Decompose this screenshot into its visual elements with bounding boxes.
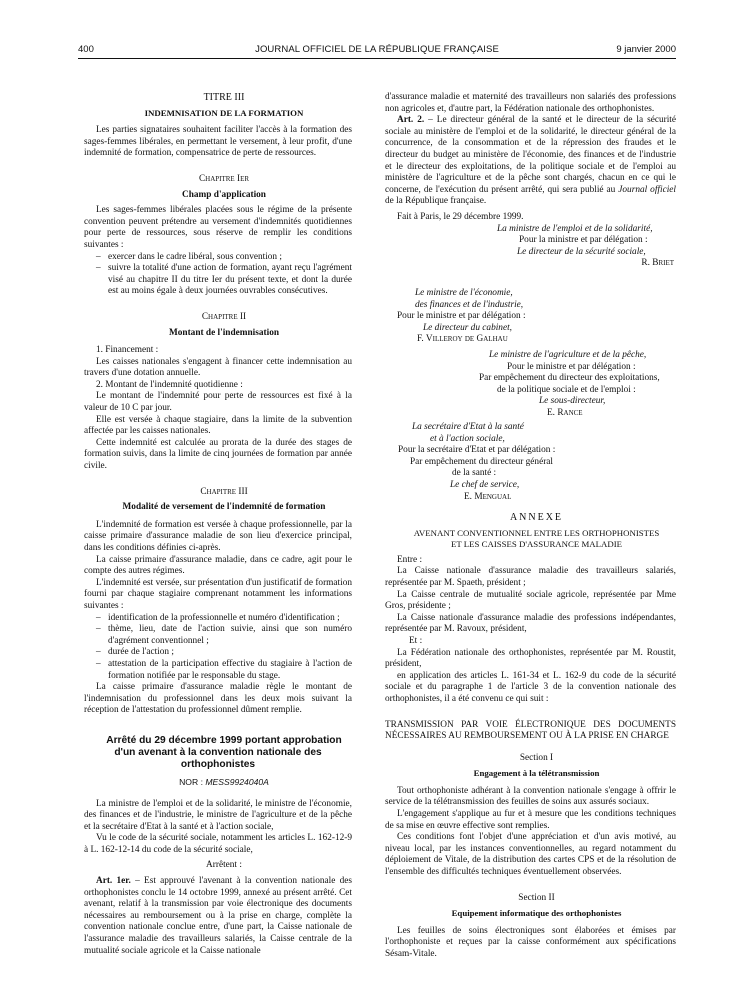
list-item: – durée de l'action ; — [96, 647, 352, 659]
annexe-section — [385, 512, 676, 961]
article-1: Art. 1er. – Est approuvé l'avenant à la convention nationale des orthophonistes conclu le 14 octobre 1999, annexé au présent arrêté. Cet avenant, relatif à la transmission par voie électronique des documents nécessaires au remboursement ou à la prise en charge, complète la convention nationale conclue entre, d'une part, la Caisse nationale de l'assurance maladie des travailleurs salariés, la Caisse centrale de la mutualité sociale agricole et la Caisse nationale — [84, 876, 352, 956]
nor-reference: NOR : MESS9924040A — [179, 776, 269, 787]
paragraph: La Caisse centrale de mutualité sociale agricole, représentée par Mme Gros, présidente ; — [385, 589, 676, 612]
paragraph: La Caisse nationale d'assurance maladie des travailleurs salariés, représentée par M. Spaeth, président ; — [385, 566, 676, 588]
right-column — [385, 92, 676, 270]
avenant-title: AVENANT CONVENTIONNEL ENTRE LES ORTHOPHONISTES — [413, 527, 660, 538]
titre-heading: TITRE III — [203, 92, 245, 103]
left-column — [84, 92, 352, 957]
header-rule — [78, 58, 676, 59]
paragraph: Les sages-femmes libérales placées sous le régime de la présente convention peuvent prétendre au versement d'indemnités quotidiennes pour perte de ressources, sous réserve de remplir les conditions suivantes : — [84, 205, 352, 250]
signature-block-3: Le ministre de l'agriculture et de la pêche, Pour le ministre et par délégation : Par empêchement du directeur des exploitations, de la politique sociale et de l'emploi : Le sous-directeur, E. Rance — [479, 350, 660, 418]
paragraph: Elle est versée à chaque stagiaire, dans la limite de la subvention affectée par les caisses nationales. — [84, 414, 352, 437]
chapter-2-title: Montant de l'indemnisation — [168, 327, 280, 338]
arretent-label: Arrêtent : — [206, 860, 242, 871]
paragraph: Les caisses nationales s'engagent à financer cette indemnisation au travers d'une dotation annuelle. — [84, 356, 352, 379]
paragraph: Vu le code de la sécurité sociale, notamment les articles L. 162-12-9 à L. 162-12-14 du code de la sécurité sociale, — [84, 833, 352, 855]
paragraph: La caisse primaire d'assurance maladie, dans ce cadre, agit pour le compte des autres régimes. — [84, 554, 352, 577]
paragraph: L'indemnité de formation est versée à chaque professionnelle, par la caisse primaire d'assurance maladie de son lieu d'exercice principal, dans les conditions définies ci-après. — [84, 519, 352, 553]
list-item: – identification de la professionnelle et numéro d'identification ; — [96, 613, 352, 625]
list-item: – attestation de la participation effective du stagiaire à l'action de formation notifiée par le responsable du stage. — [96, 659, 352, 682]
paragraph: La Fédération nationale des orthophonistes, représentée par M. Roustit, président, — [385, 647, 676, 670]
arrete-title: Arrêté du 29 décembre 1999 portant approbation d'un avenant à la convention nationale des orthophonistes — [106, 734, 342, 770]
titre-subheading: INDEMNISATION DE LA FORMATION — [144, 107, 304, 118]
avenant-title: ET LES CAISSES D'ASSURANCE MALADIE — [450, 539, 623, 550]
conditions-list — [84, 252, 352, 298]
paragraph: La ministre de l'emploi et de la solidarité, le ministre de l'économie, des finances et de l'industrie, le ministre de l'agriculture et de la pêche et la secrétaire d'Etat à la santé et à l'action sociale, — [84, 798, 352, 832]
chapter-1-heading: Chapitre Ier — [198, 173, 250, 184]
signature-block-4: La secrétaire d'Etat à la santé et à l'action sociale, Pour la secrétaire d'Etat et par délégation : Par empêchement du directeur général de la santé : Le chef de service, E. Mengual — [398, 422, 556, 502]
page-number: 400 — [78, 44, 94, 55]
list-item: – exercer dans le cadre libéral, sous convention ; — [96, 252, 352, 264]
paragraph: d'assurance maladie et maternité des travailleurs non salariés des professions non agricoles et, d'autre part, la Fédération nationale des orthophonistes. — [385, 92, 676, 114]
chapter-1-title: Champ d'application — [182, 189, 266, 200]
paragraph: Les feuilles de soins électroniques sont élaborées et émises par l'orthophoniste et reçues par la caisse conformément aux spécifications Sésam-Vitale. — [385, 925, 676, 959]
paragraph: 2. Montant de l'indemnité quotidienne : — [96, 379, 243, 390]
chapter-3-title: Modalité de versement de l'indemnité de formation — [122, 502, 326, 513]
paragraph: Le montant de l'indemnité pour perte de ressources est fixé à la valeur de 10 C par jour. — [84, 391, 352, 414]
paragraph: Ces conditions font l'objet d'une appréciation et d'un avis motivé, au niveau local, par les instances conventionnelles, au regard notamment du déploiement de Vitale, de la distribution des cartes CPS et de la résolution de l'ensemble des difficultés techniques éventuellement observées. — [385, 832, 676, 878]
paragraph: La caisse primaire d'assurance maladie règle le montant de l'indemnisation du professionnel dans les deux mois suivant la réception de l'attestation du professionnel dûment remplie. — [84, 682, 352, 716]
page-header — [78, 40, 676, 60]
paragraph: L'engagement s'applique au fur et à mesure que les conditions techniques de sa mise en œuvre effective sont remplies. — [385, 809, 676, 831]
paragraph: en application des articles L. 161-34 et L. 162-9 du code de la sécurité sociale et du paragraphe 1 de l'article 3 de la convention nationale des orthophonistes, il a été convenu ce qui suit : — [385, 670, 676, 704]
paragraph: Cette indemnité est calculée au prorata de la durée des stages de formation suivis, dans la limite de cinq journées de formation par année civile. — [84, 437, 352, 472]
transmission-heading: TRANSMISSION PAR VOIE ÉLECTRONIQUE DES DOCUMENTS NÉCESSAIRES AU REMBOURSEMENT OU À LA PRISE EN CHARGE — [385, 719, 676, 742]
signature-date: Fait à Paris, le 29 décembre 1999. — [397, 211, 524, 222]
list-item: – suivre la totalité d'une action de formation, ayant reçu l'agrément visé au chapitre II du titre Ier du présent texte, et dont la durée est au moins égale à deux journées ouvrables consécutives. — [96, 263, 352, 298]
chapter-3-heading: Chapitre III — [200, 486, 248, 497]
section-2-title: Equipement informatique des orthophonistes — [451, 908, 622, 919]
section-1-heading: Section I — [519, 752, 554, 763]
section-1-title: Engagement à la télétransmission — [473, 768, 600, 779]
intro-paragraph: Les parties signataires souhaitent faciliter l'accès à la formation des sages-femmes libérales, en permettant le versement, à leur profit, d'une indemnité de formation, compensatrice de perte de ressources. — [84, 125, 352, 159]
journal-title: JOURNAL OFFICIEL DE LA RÉPUBLIQUE FRANÇAISE — [255, 44, 499, 55]
signature-block-2: Le ministre de l'économie, des finances et de l'industrie, Pour le ministre et par délégation : Le directeur du cabinet, F. Villeroy de Galhau — [397, 288, 526, 345]
information-list — [84, 613, 352, 683]
paragraph: L'indemnité est versée, sur présentation d'un justificatif de formation fourni par chaque stagiaire comprenant notamment les informations suivantes : — [84, 577, 352, 611]
annexe-heading: ANNEXE — [509, 512, 564, 523]
article-2: Art. 2. – Le directeur général de la santé et le directeur de la sécurité sociale au ministère de l'emploi et de la solidarité, le directeur général de la concurrence, de la consommation et de la répression des fraudes et le directeur du budget au ministère de l'économie, des finances et de l'industrie et le directeur des exploitations, de la politique sociale et de l'emploi au ministère de l'agriculture et de la pêche sont chargés, chacun en ce qui le concerne, de l'exécution du présent arrêté, qui sera publié au Journal officiel de la République française. — [385, 115, 676, 207]
issue-date: 9 janvier 2000 — [616, 44, 676, 55]
section-2-heading: Section II — [518, 892, 555, 903]
paragraph: Tout orthophoniste adhérant à la convention nationale s'engage à offrir le service de la télétransmission des feuilles de soins aux assurés sociaux. — [385, 785, 676, 808]
chapter-2-heading: Chapitre II — [201, 311, 247, 322]
paragraph: La Caisse nationale d'assurance maladie des professions indépendantes, représentée par M. Ravoux, président, — [385, 612, 676, 635]
paragraph: 1. Financement : — [96, 345, 159, 356]
signature-block-1: La ministre de l'emploi et de la solidarité, Pour la ministre et par délégation : Le directeur de la sécurité sociale, R. Briet — [497, 223, 674, 269]
paragraph: Et : — [409, 635, 423, 646]
list-item: – thème, lieu, date de l'action suivie, ainsi que son numéro d'agrément conventionnel ; — [96, 624, 352, 647]
paragraph: Entre : — [397, 554, 423, 565]
